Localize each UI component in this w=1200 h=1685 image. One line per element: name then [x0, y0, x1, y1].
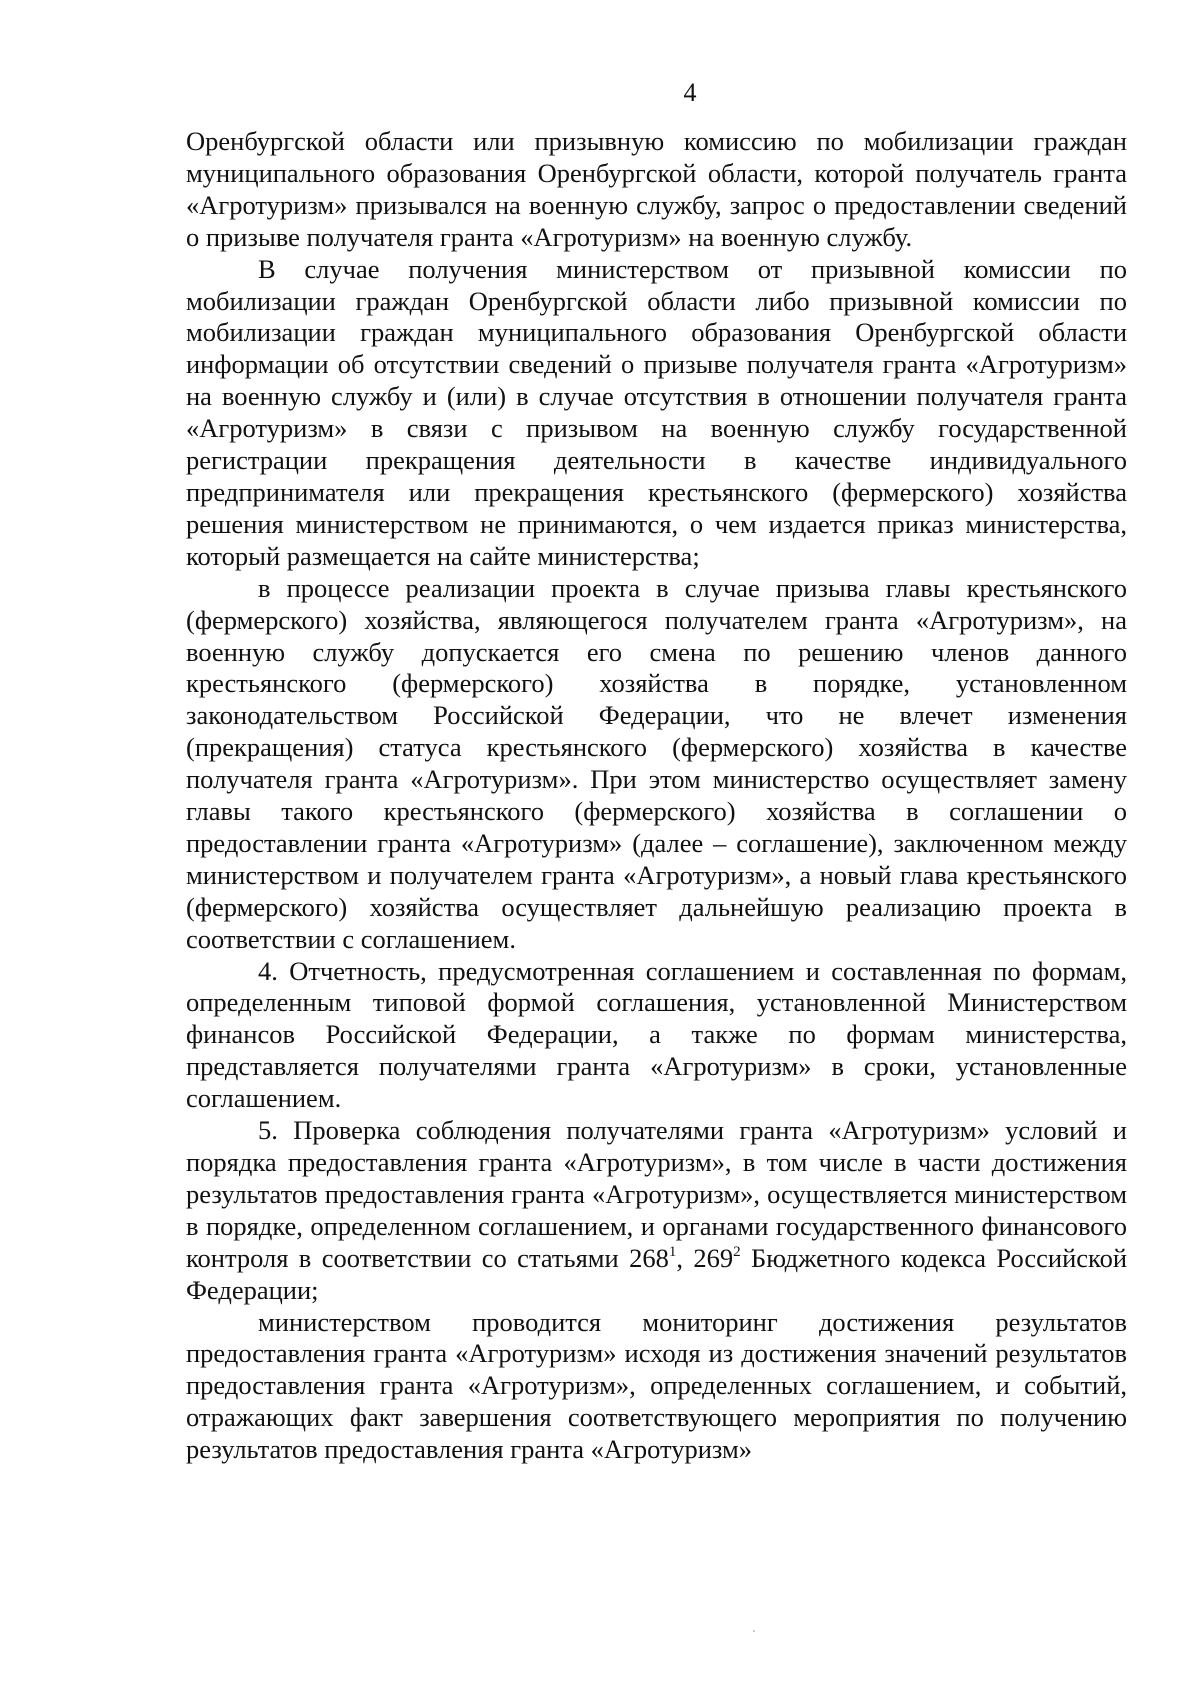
superscript-2: 2 [733, 1243, 741, 1260]
paragraph-conscription-case: В случае получения министерством от призывной комиссии по мобилизации граждан Оренбургской области либо призывной комиссии по мобилизации граждан муниципального образования Оренбургской области информации об отсутствии сведений о призыве получателя гранта «Агротуризм» на военную службу и (или) в случае отсутствия в отношении получателя гранта «Агротуризм» в связи с призывом на военную службу государственной регистрации прекращения деятельности в качестве индивидуального предпринимателя или прекращения крестьянского (фермерского) хозяйства решения министерством не принимаются, о чем издается приказ министерства, который размещается на сайте министерства; [186, 253, 1127, 571]
scan-speck [753, 1630, 755, 1632]
paragraph-head-replacement: в процессе реализации проекта в случае призыва главы крестьянского (фермерского) хозяйства, являющегося получателем гранта «Агротуризм», на военную службу допускается его смена по решению членов данного крестьянского (фермерского) хозяйства в порядке, установленном законодательством Российской Федерации, что не влечет изменения (прекращения) статуса крестьянского (фермерского) хозяйства в качестве получателя гранта «Агротуризм». При этом министерство осуществляет замену главы такого крестьянского (фермерского) хозяйства в соглашении о предоставлении гранта «Агротуризм» (далее – соглашение), заключенном между министерством и получателем гранта «Агротуризм», а новый глава крестьянского (фермерского) хозяйства осуществляет дальнейшую реализацию проекта в соответствии с соглашением. [186, 572, 1127, 954]
paragraph-reporting: 4. Отчетность, предусмотренная соглашением и составленная по формам, определенным типовой формой соглашения, установленной Министерством финансов Российской Федерации, а также по формам министерства, представляется получателями гранта «Агротуризм» в сроки, установленные соглашением. [186, 955, 1127, 1114]
paragraph-monitoring: министерством проводится мониторинг достижения результатов предоставления гранта «Агротуризм» исходя из достижения значений результатов предоставления гранта «Агротуризм», определенных соглашением, и событий, отражающих факт завершения соответствующего мероприятия по получению результатов предоставления гранта «Агротуризм» [186, 1306, 1127, 1465]
paragraph-compliance-check [186, 1115, 1127, 1306]
page-number: 4 [683, 78, 697, 107]
paragraph-5-text-before: 5. Проверка соблюдения получателями гранта «Агротуризм» условий и порядка предоставления гранта «Агротуризм», в том числе в части достижения результатов предоставления гранта «Агротуризм», осуществляется министерством в порядке, определенном соглашением, и органами государственного финансового контроля в соответствии со статьями 268 [186, 1115, 1127, 1273]
document-body [186, 126, 1127, 1466]
superscript-1: 1 [668, 1243, 677, 1260]
paragraph-5-text-after: Бюджетного кодекса Российской Федерации; [186, 1242, 1127, 1305]
paragraph-5-text-middle: , 269 [676, 1242, 734, 1273]
paragraph-continuation: Оренбургской области или призывную комиссию по мобилизации граждан муниципального образования Оренбургской области, которой получатель гранта «Агротуризм» призывался на военную службу, запрос о предоставлении сведений о призыве получателя гранта «Агротуризм» на военную службу. [186, 126, 1127, 252]
